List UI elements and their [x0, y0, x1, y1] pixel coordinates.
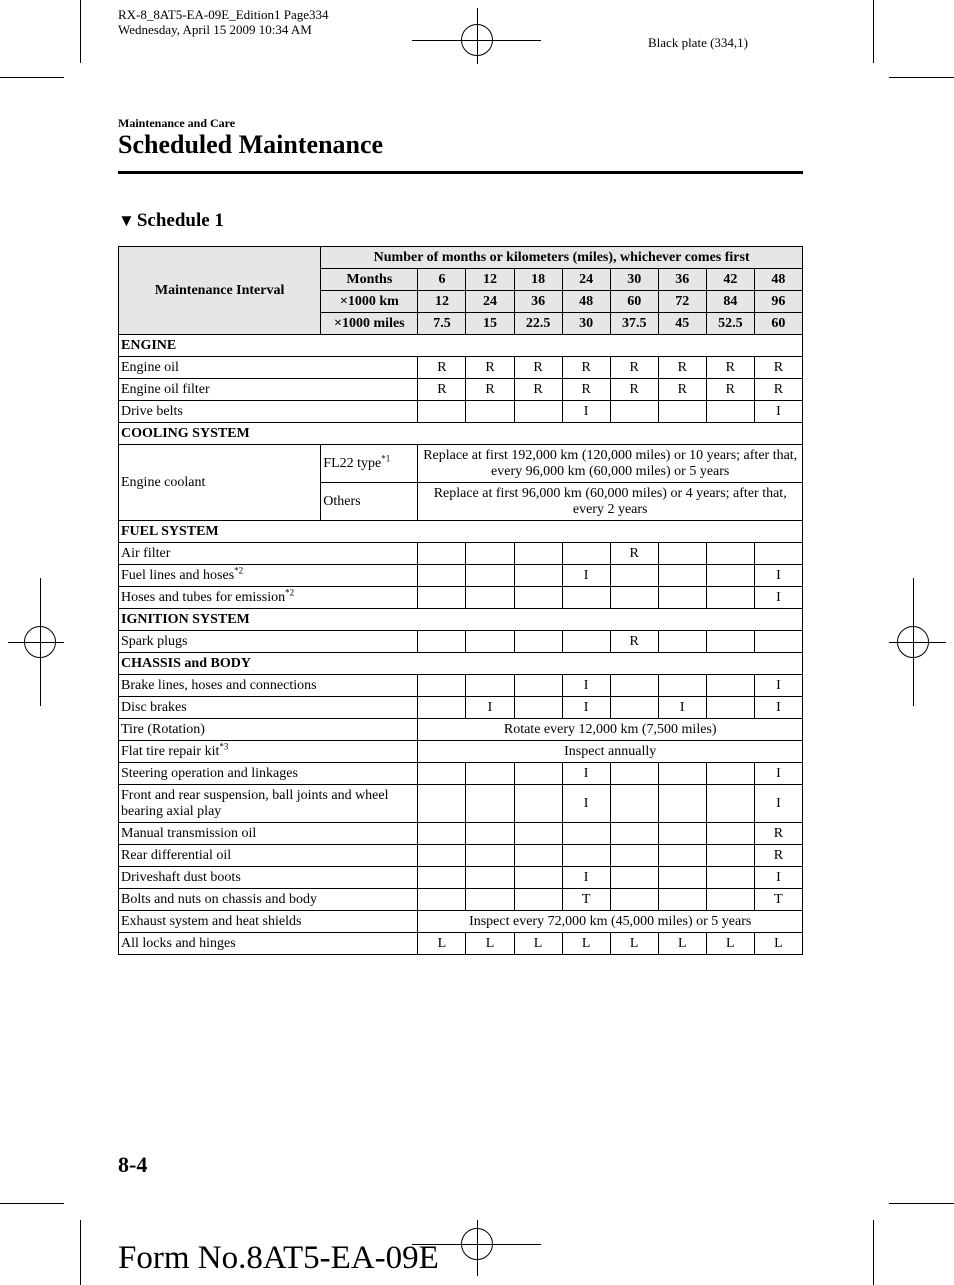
schedule-cell [514, 697, 562, 719]
schedule-cell: T [562, 889, 610, 911]
schedule-cell: I [562, 763, 610, 785]
item-name-text: Bolts and nuts on chassis and body [121, 891, 317, 907]
item-name-text: Hoses and tubes for emission [121, 589, 286, 605]
interval-cell: 36 [514, 291, 562, 313]
item-name [119, 889, 418, 911]
table-row [119, 741, 803, 763]
schedule-cell [610, 565, 658, 587]
schedule-cell: R [754, 379, 802, 401]
table-row [119, 543, 803, 565]
category-cooling: COOLING SYSTEM [119, 423, 803, 445]
schedule-cell: I [658, 697, 706, 719]
item-name [119, 675, 418, 697]
schedule-cell [706, 889, 754, 911]
schedule-heading [118, 210, 224, 232]
interval-cell: 6 [418, 269, 466, 291]
item-name [119, 785, 418, 823]
schedule-cell [610, 785, 658, 823]
schedule-cell [514, 565, 562, 587]
interval-cell: 24 [466, 291, 514, 313]
schedule-cell [514, 867, 562, 889]
footnote-marker: *2 [234, 564, 244, 575]
schedule-cell [466, 889, 514, 911]
table-row [119, 933, 803, 955]
schedule-cell [610, 675, 658, 697]
category-row [119, 521, 803, 543]
schedule-cell [658, 823, 706, 845]
interval-cell: 60 [610, 291, 658, 313]
schedule-cell [418, 675, 466, 697]
item-name-text: Exhaust system and heat shields [121, 913, 302, 929]
item-name-text: Driveshaft dust boots [121, 869, 241, 885]
schedule-cell: L [610, 933, 658, 955]
schedule-cell [706, 631, 754, 653]
item-name-text: Disc brakes [121, 699, 187, 715]
schedule-cell [418, 543, 466, 565]
item-name-text: Tire (Rotation) [121, 721, 205, 737]
table-row [119, 675, 803, 697]
interval-cell: 7.5 [418, 313, 466, 335]
item-name [119, 357, 418, 379]
schedule-cell [658, 763, 706, 785]
interval-cell: 96 [754, 291, 802, 313]
schedule-cell: L [706, 933, 754, 955]
schedule-cell: L [418, 933, 466, 955]
schedule-cell: R [514, 379, 562, 401]
schedule-cell [706, 565, 754, 587]
item-name-text: Engine oil filter [121, 381, 210, 397]
table-row [119, 719, 803, 741]
category-chassis: CHASSIS and BODY [119, 653, 803, 675]
schedule-cell [706, 785, 754, 823]
schedule-cell [514, 631, 562, 653]
schedule-cell: I [562, 697, 610, 719]
schedule-cell [706, 587, 754, 609]
coolant-others-text: Replace at first 96,000 km (60,000 miles) or 4 years; after that, every 2 years [418, 483, 803, 521]
coolant-fl22-text: Replace at first 192,000 km (120,000 miles) or 10 years; after that, every 96,000 km (60,000 miles) or 5 years [418, 445, 803, 483]
interval-row-label: Months [321, 269, 418, 291]
item-name [119, 867, 418, 889]
print-header-job: RX-8_8AT5-EA-09E_Edition1 Page334 [118, 7, 329, 22]
item-name [119, 845, 418, 867]
schedule-cell: R [658, 357, 706, 379]
schedule-span-cell: Inspect annually [418, 741, 803, 763]
schedule-cell [514, 763, 562, 785]
table-row [119, 785, 803, 823]
schedule-cell [514, 675, 562, 697]
schedule-cell [514, 889, 562, 911]
category-engine: ENGINE [119, 335, 803, 357]
item-name-text: Fuel lines and hoses [121, 567, 235, 583]
schedule-cell [658, 867, 706, 889]
item-name [119, 911, 418, 933]
schedule-cell: R [466, 379, 514, 401]
schedule-cell: L [514, 933, 562, 955]
schedule-cell: R [610, 379, 658, 401]
interval-cell: 12 [466, 269, 514, 291]
schedule-cell: L [658, 933, 706, 955]
schedule-cell [514, 587, 562, 609]
item-name [119, 823, 418, 845]
schedule-cell [418, 401, 466, 423]
interval-cell: 36 [658, 269, 706, 291]
interval-cell: 72 [658, 291, 706, 313]
item-name-text: Brake lines, hoses and connections [121, 677, 317, 693]
schedule-cell [658, 631, 706, 653]
item-name [119, 763, 418, 785]
schedule-cell [658, 587, 706, 609]
schedule-cell: I [754, 565, 802, 587]
schedule-cell [466, 763, 514, 785]
schedule-cell [418, 587, 466, 609]
schedule-cell: I [562, 867, 610, 889]
schedule-cell: R [418, 379, 466, 401]
interval-cell: 84 [706, 291, 754, 313]
item-name-text: All locks and hinges [121, 935, 236, 951]
table-row [119, 889, 803, 911]
category-row [119, 335, 803, 357]
item-name [119, 719, 418, 741]
interval-cell: 30 [562, 313, 610, 335]
item-name [119, 543, 418, 565]
schedule-cell [514, 543, 562, 565]
interval-cell: 42 [706, 269, 754, 291]
schedule-cell: R [514, 357, 562, 379]
schedule-cell [658, 401, 706, 423]
schedule-cell [658, 543, 706, 565]
schedule-cell: I [562, 675, 610, 697]
schedule-cell [466, 401, 514, 423]
schedule-cell: R [610, 543, 658, 565]
schedule-cell [610, 823, 658, 845]
item-name [119, 379, 418, 401]
schedule-cell [610, 763, 658, 785]
table-row-coolant-fl22 [119, 445, 803, 483]
page-title: Scheduled Maintenance [118, 130, 384, 159]
print-header-date: Wednesday, April 15 2009 10:34 AM [118, 22, 312, 37]
schedule-cell [706, 763, 754, 785]
category-row [119, 653, 803, 675]
interval-cell: 48 [754, 269, 802, 291]
schedule-cell: R [754, 845, 802, 867]
schedule-cell [418, 697, 466, 719]
schedule-cell [706, 867, 754, 889]
schedule-cell [706, 823, 754, 845]
interval-label: Maintenance Interval [119, 247, 321, 335]
title-rule [118, 171, 803, 174]
schedule-cell [562, 845, 610, 867]
schedule-cell [418, 845, 466, 867]
schedule-cell [514, 401, 562, 423]
category-ignition: IGNITION SYSTEM [119, 609, 803, 631]
schedule-cell [658, 565, 706, 587]
schedule-cell [418, 823, 466, 845]
schedule-cell [610, 587, 658, 609]
interval-row-label: ×1000 miles [321, 313, 418, 335]
interval-cell: 30 [610, 269, 658, 291]
schedule-cell: I [754, 401, 802, 423]
table-row [119, 823, 803, 845]
schedule-cell: I [562, 785, 610, 823]
interval-cell: 24 [562, 269, 610, 291]
interval-cell: 60 [754, 313, 802, 335]
item-name [119, 697, 418, 719]
schedule-cell: R [754, 357, 802, 379]
item-name: Engine coolant [119, 445, 321, 521]
item-name [119, 565, 418, 587]
schedule-cell [562, 587, 610, 609]
schedule-cell [610, 867, 658, 889]
schedule-cell: I [754, 587, 802, 609]
schedule-cell [658, 845, 706, 867]
schedule-cell [466, 587, 514, 609]
schedule-cell [706, 543, 754, 565]
schedule-cell: R [706, 357, 754, 379]
category-fuel: FUEL SYSTEM [119, 521, 803, 543]
item-name-text: Manual transmission oil [121, 825, 257, 841]
interval-cell: 12 [418, 291, 466, 313]
table-row [119, 587, 803, 609]
schedule-cell [418, 889, 466, 911]
table-row [119, 867, 803, 889]
schedule-cell: T [754, 889, 802, 911]
schedule-span-cell: Rotate every 12,000 km (7,500 miles) [418, 719, 803, 741]
schedule-cell [754, 543, 802, 565]
page-number: 8-4 [118, 1152, 148, 1177]
table-row [119, 845, 803, 867]
schedule-cell [658, 889, 706, 911]
schedule-cell [706, 675, 754, 697]
schedule-cell [418, 785, 466, 823]
schedule-cell: I [562, 565, 610, 587]
schedule-cell: I [754, 697, 802, 719]
interval-cell: 22.5 [514, 313, 562, 335]
schedule-cell: L [466, 933, 514, 955]
triangle-down-icon: ▼ [118, 211, 135, 230]
schedule-cell [466, 823, 514, 845]
header-row [119, 247, 803, 269]
schedule-cell [466, 785, 514, 823]
schedule-cell [418, 763, 466, 785]
table-row [119, 631, 803, 653]
schedule-cell [562, 823, 610, 845]
schedule-cell: R [706, 379, 754, 401]
print-header-plate: Black plate (334,1) [648, 35, 748, 50]
table-row [119, 401, 803, 423]
schedule-cell [706, 697, 754, 719]
item-name-text: Spark plugs [121, 633, 188, 649]
interval-cell: 18 [514, 269, 562, 291]
schedule-cell [610, 889, 658, 911]
schedule-heading-text: Schedule 1 [136, 210, 224, 231]
table-row [119, 379, 803, 401]
schedule-cell [466, 867, 514, 889]
schedule-cell: R [562, 379, 610, 401]
schedule-cell [514, 785, 562, 823]
category-row [119, 609, 803, 631]
schedule-cell [466, 631, 514, 653]
schedule-cell [610, 401, 658, 423]
schedule-cell [466, 543, 514, 565]
item-name-text: Drive belts [121, 403, 183, 419]
item-name [119, 587, 418, 609]
section-label: Maintenance and Care [118, 116, 236, 130]
schedule-cell [658, 785, 706, 823]
item-name [119, 933, 418, 955]
table-row [119, 911, 803, 933]
footnote-marker: *3 [219, 740, 229, 751]
table-row [119, 763, 803, 785]
schedule-cell [706, 401, 754, 423]
schedule-cell [610, 697, 658, 719]
item-name [119, 631, 418, 653]
schedule-cell: I [754, 867, 802, 889]
form-number: Form No.8AT5-EA-09E [118, 1240, 439, 1276]
schedule-cell [418, 631, 466, 653]
schedule-cell [610, 845, 658, 867]
schedule-cell: R [418, 357, 466, 379]
item-name-text: Front and rear suspension, ball joints and wheel bearing axial play [121, 787, 389, 819]
schedule-cell [658, 675, 706, 697]
schedule-cell: R [658, 379, 706, 401]
schedule-cell [466, 675, 514, 697]
table-row [119, 357, 803, 379]
footnote-marker: *2 [285, 586, 295, 597]
coolant-type-others: Others [321, 483, 418, 521]
schedule-cell: L [562, 933, 610, 955]
schedule-cell: I [562, 401, 610, 423]
table-row [119, 565, 803, 587]
schedule-cell [466, 565, 514, 587]
item-name [119, 741, 418, 763]
footnote-marker: *1 [381, 452, 391, 463]
interval-cell: 52.5 [706, 313, 754, 335]
interval-cell: 37.5 [610, 313, 658, 335]
schedule-cell [418, 867, 466, 889]
item-name [119, 401, 418, 423]
schedule-cell: R [562, 357, 610, 379]
item-name-text: Steering operation and linkages [121, 765, 298, 781]
schedule-cell: R [610, 357, 658, 379]
schedule-cell [514, 823, 562, 845]
schedule-cell [514, 845, 562, 867]
interval-row-label: ×1000 km [321, 291, 418, 313]
interval-cell: 45 [658, 313, 706, 335]
schedule-cell [466, 845, 514, 867]
schedule-cell: R [466, 357, 514, 379]
category-row [119, 423, 803, 445]
interval-cell: 48 [562, 291, 610, 313]
schedule-cell: I [754, 763, 802, 785]
span-header: Number of months or kilometers (miles), whichever comes first [321, 247, 803, 269]
schedule-cell: I [754, 785, 802, 823]
schedule-cell: R [610, 631, 658, 653]
schedule-span-cell: Inspect every 72,000 km (45,000 miles) or 5 years [418, 911, 803, 933]
item-name-text: Engine oil [121, 359, 179, 375]
schedule-cell: R [754, 823, 802, 845]
coolant-type-fl22 [321, 445, 418, 483]
maintenance-schedule-table [118, 246, 803, 955]
schedule-cell [418, 565, 466, 587]
schedule-cell: I [466, 697, 514, 719]
coolant-type-text: FL22 type [323, 455, 382, 471]
schedule-cell [562, 543, 610, 565]
item-name-text: Flat tire repair kit [121, 743, 220, 759]
schedule-cell [754, 631, 802, 653]
interval-cell: 15 [466, 313, 514, 335]
schedule-cell [706, 845, 754, 867]
schedule-cell: L [754, 933, 802, 955]
table-row [119, 697, 803, 719]
item-name-text: Rear differential oil [121, 847, 232, 863]
item-name-text: Air filter [121, 545, 171, 561]
schedule-cell [562, 631, 610, 653]
schedule-cell: I [754, 675, 802, 697]
